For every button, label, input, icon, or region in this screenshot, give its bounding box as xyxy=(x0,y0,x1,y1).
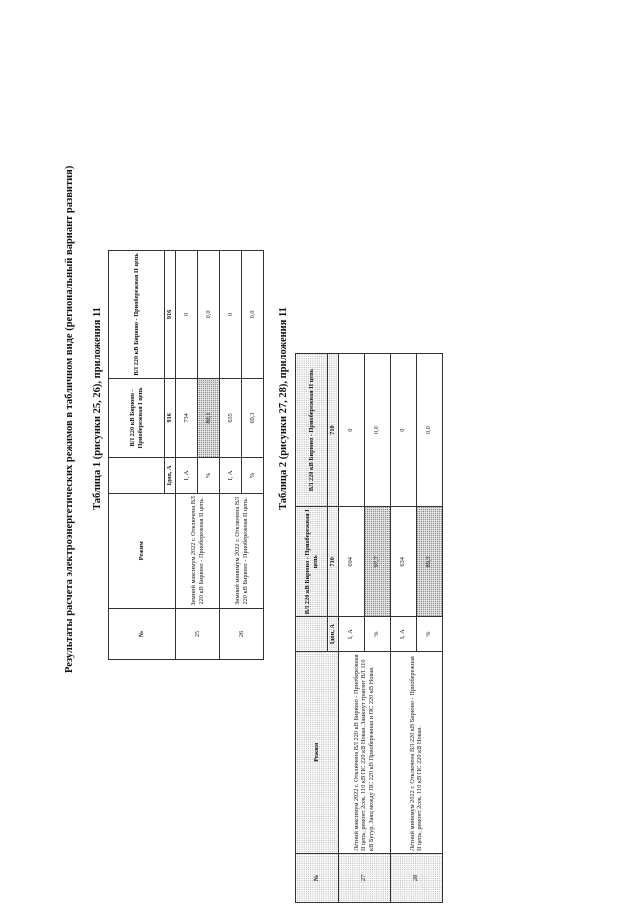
table2 xyxy=(295,353,443,903)
table1-col-no: № xyxy=(109,608,176,659)
table2-row27-a1: 694 xyxy=(338,507,364,617)
table-row xyxy=(338,354,364,903)
table1-row25-b2: 0,0 xyxy=(198,251,220,379)
table-row xyxy=(220,251,242,660)
table2-row28-mode: Летний минимум 2022 г. Отключена ВЛ 220 кВ Бирюно - Приобережная II цепь, ремонт 2сек. 110 кВ ПС 220 кВ Новая. xyxy=(390,651,442,853)
table1-row25-no: 25 xyxy=(176,608,220,659)
table2-row27-b1: 0 xyxy=(338,354,364,507)
table1-sub-unit: Iдоп, А xyxy=(165,458,176,494)
table1-col-a: ВЛ 220 кВ Бирюно - Приобережная I цепь xyxy=(109,378,165,457)
table1-sub-b: 916 xyxy=(165,251,176,379)
table1-row26-unit2: % xyxy=(242,458,264,494)
table2-caption: Таблица 2 (рисунки 27, 28), приложения 11 xyxy=(278,307,289,510)
table1-row25-mode: Зимний максимум 2022 г. Отключена ВЛ 220 кВ Бирюно - Приобережная II цепь. xyxy=(176,493,220,608)
table1-sub-a: 916 xyxy=(165,378,176,457)
table1-row25-a2: 80,1 xyxy=(198,378,220,457)
table-row xyxy=(176,251,198,660)
table2-header-row xyxy=(296,354,328,903)
table2-col-a: ВЛ 220 кВ Бирюно - Приобережная I цепь xyxy=(296,507,328,617)
table1-row26-b2: 0,0 xyxy=(242,251,264,379)
table2-row28-no: 28 xyxy=(390,853,442,902)
table2-sub-unit: Iдоп, А xyxy=(328,617,339,651)
table1-row26-b1: 0 xyxy=(220,251,242,379)
table1-row25-unit2: % xyxy=(198,458,220,494)
page-heading: Результаты расчета электроэнергетических режимов в табличном виде (региональный вариант развития) xyxy=(64,165,75,673)
table1-row25-a1: 734 xyxy=(176,378,198,457)
table1-caption: Таблица 1 (рисунки 25, 26), приложения 11 xyxy=(92,307,103,510)
table1-row26-unit1: I, А xyxy=(220,458,242,494)
table2-row27-unit2: % xyxy=(364,617,390,651)
table1-row26-mode: Зимний минимум 2022 г. Отключена ВЛ 220 кВ Бирюно - Приобережная II цепь. xyxy=(220,493,264,608)
table1-row26-a2: 69,3 xyxy=(242,378,264,457)
table1-col-mode: Режим xyxy=(109,493,176,608)
table1-col-b: ВЛ 220 кВ Бирюно - Приобережная II цепь xyxy=(109,251,165,379)
table2-row27-mode: Летний максимум 2022 г. Отключена ВЛ 220 кВ Бирюно - Приобережная II цепь, ремонт 2сек. 110 кВ ПС 220 кВ Новая. Замкнут транзит ВЛ 110 кВ Бугур. Заяц между ПС 220 кВ Приобережная и ПС 220 кВ Новая. xyxy=(338,651,390,853)
table2-row27-b2: 0,0 xyxy=(364,354,390,507)
table1-row25-b1: 0 xyxy=(176,251,198,379)
table2-row28-b1: 0 xyxy=(390,354,416,507)
table2-row28-a2: 89,3 xyxy=(416,507,442,617)
table2-col-unit-blank xyxy=(296,617,328,651)
table2-sub-b: 710 xyxy=(328,354,339,507)
table1-col-unit-blank xyxy=(109,458,165,494)
table2-col-no: № xyxy=(296,853,339,902)
table2-row27-unit1: I, А xyxy=(338,617,364,651)
table1-row26-a1: 635 xyxy=(220,378,242,457)
table1-row26-no: 26 xyxy=(220,608,264,659)
table2-row28-unit2: % xyxy=(416,617,442,651)
table2-col-b: ВЛ 220 кВ Бирюно - Приобережная II цепь xyxy=(296,354,328,507)
table2-row28-a1: 634 xyxy=(390,507,416,617)
table2-col-mode: Режим xyxy=(296,651,339,853)
table2-row28-b2: 0,0 xyxy=(416,354,442,507)
table-row xyxy=(390,354,416,903)
table1-row25-unit1: I, А xyxy=(176,458,198,494)
table1 xyxy=(108,250,264,660)
table2-sub-a: 710 xyxy=(328,507,339,617)
table2-row27-no: 27 xyxy=(338,853,390,902)
table2-row28-unit1: I, А xyxy=(390,617,416,651)
table1-header-row xyxy=(109,251,165,660)
table2-row27-a2: 97,7 xyxy=(364,507,390,617)
